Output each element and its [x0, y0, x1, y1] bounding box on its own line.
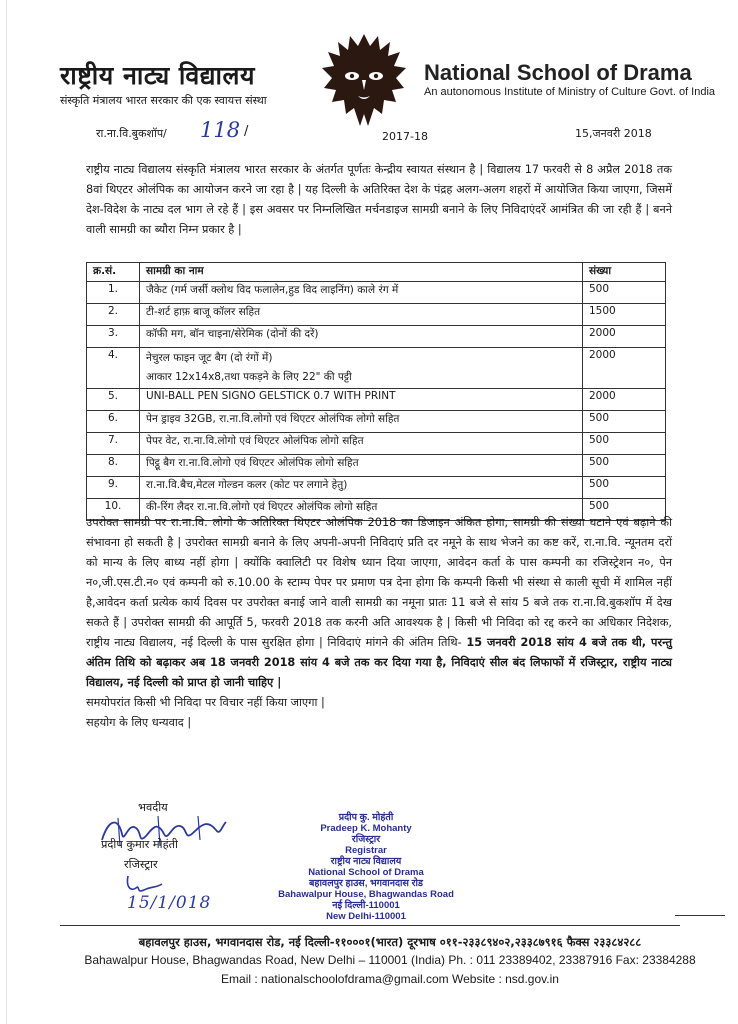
row-sn: 8. [87, 455, 140, 477]
row-item-name [140, 348, 583, 389]
nsd-mask-logo-icon [318, 30, 410, 130]
terms-text: उपरोक्त सामग्री पर रा.ना.वि. लोगो के अतिरिक्त थिएटर ओलंपिक 2018 का डिजाइन अंकित होगा, सामग्री की संख्या घटाने एवं बढ़ाने की संभावना हो सकती है | उपरोक्त सामग्री बनाने के लिए अपनी-अपनी निविदाएं प्रति दर नमूने के साथ भेजने का कष्ट करें, रा.ना.वि. न्यूनतम दरों को मान्य के लिए बाध्य नहीं होगा | क्योंकि क्वालिटी पर विशेष ध्यान दिया जाएगा, आवेदन कर्ता के पास कम्पनी का रजिस्ट्रेशन न०, पेन न०,जी.एस.टी.न० एवं कम्पनी को रु.10.00 के स्टाम्प पेपर पर प्रमाण पत्र देना होगा कि कम्पनी किसी भी संस्था से काली सूची में शामिल नहीं है,आवेदन कर्ता प्रत्येक कार्य दिवस पर उपरोक्त बनाई जाने वाली सामग्री का नमूना प्रातः 11 बजे से सांय 5 बजे तक रा.ना.वि.बुकशॉप में देख सकते हैं | उपरोक्त सामग्री की आपूर्ति 5, फरवरी 2018 तक करनी अति आवश्यक है | किसी भी निविदा को रद्द करने का अधिकार निदेशक, राष्ट्रीय नाट्य विद्यालय, नई दिल्ली के पास सुरक्षित होगा | निविदाएं मांगने की अंतिम तिथि- [86, 516, 672, 649]
row-item-name: पेपर वेट, रा.ना.वि.लोगो एवं थिएटर ओलंपिक लोगो सहित [140, 433, 583, 455]
registrar-stamp [266, 812, 466, 922]
row-quantity: 2000 [583, 389, 666, 411]
stamp-line: New Delhi-110001 [326, 911, 406, 922]
row-quantity: 500 [583, 455, 666, 477]
english-institute-subtitle: An autonomous Institute of Ministry of Culture Govt. of India [424, 86, 716, 98]
handwritten-date: 15/1/018 [127, 893, 212, 913]
reference-year: 2017-18 [382, 130, 428, 143]
row-quantity: 500 [583, 477, 666, 499]
row-item-name: की-रिंग लैदर रा.ना.वि.लोगो एवं थिएटर ओलंपिक लोगो सहित [140, 499, 583, 521]
header-quantity: संख्या [583, 263, 666, 282]
row-item-name-line2: आकार 12x14x8,तथा पकड़ने के लिए 22" की पट्टी [146, 371, 352, 383]
items-table [86, 262, 666, 521]
reference-date: 15,जनवरी 2018 [575, 127, 652, 140]
row-quantity: 500 [583, 411, 666, 433]
footer-contact: Email : nationalschoolofdrama@gmail.com Website : nsd.gov.in [221, 972, 559, 986]
row-item-name-line1: नेचुरल फाइन जूट बैग (दो रंगों में) [146, 352, 273, 364]
page-edge [6, 0, 7, 1024]
stamp-line: National School of Drama [308, 867, 424, 878]
terms-paragraph [86, 513, 672, 733]
table-row [87, 326, 666, 348]
row-item-name: कॉफी मग, बॉन चाइना/सेरेमिक (दोनों की दरें) [140, 326, 583, 348]
row-quantity: 500 [583, 499, 666, 521]
footer-divider-short [675, 915, 725, 916]
row-sn: 9. [87, 477, 140, 499]
row-item-name: पिट्ठू बैग रा.ना.वि.लोगो एवं थिएटर ओलंपिक लोगो सहित [140, 455, 583, 477]
row-sn: 7. [87, 433, 140, 455]
row-sn: 10. [87, 499, 140, 521]
stamp-line: रजिस्ट्रार [351, 834, 381, 845]
thanks-line: सहयोग के लिए धन्यवाद | [86, 716, 192, 729]
stamp-line: Pradeep K. Mohanty [320, 823, 412, 834]
row-item-name: UNI-BALL PEN SIGNO GELSTICK 0.7 WITH PRINT [140, 389, 583, 411]
table-row [87, 455, 666, 477]
footer-english-address: Bahawalpur House, Bhagwandas Road, New Delhi – 110001 (India) Ph. : 011 23389402, 23387916 Fax: 23384288 [84, 953, 696, 967]
table-row [87, 348, 666, 389]
reference-slash: / [244, 124, 249, 139]
stamp-line: Registrar [345, 845, 387, 856]
row-item-name: पेन ड्राइव 32GB, रा.ना.वि.लोगो एवं थिएटर ओलंपिक लोगो सहित [140, 411, 583, 433]
row-quantity: 500 [583, 433, 666, 455]
row-item-name: टी-शर्ट हाफ़ बाजू कॉलर सहित [140, 304, 583, 326]
stamp-line: नई दिल्ली-110001 [332, 900, 400, 911]
row-quantity: 500 [583, 282, 666, 304]
table-header-row [87, 263, 666, 282]
deadline-text: 15 जनवरी 2018 सांय 4 बजे तक थी, परन्तु अंतिम तिथि को बढ़ाकर अब 18 जनवरी 2018 सांय 4 बजे तक कर दिया गया है, निविदाएं सील बंद लिफाफों में रजिस्ट्रार, राष्ट्रीय नाट्य विद्यालय, नई दिल्ली को प्राप्त हो जानी चाहिए | [86, 636, 673, 689]
table-row [87, 433, 666, 455]
row-quantity: 1500 [583, 304, 666, 326]
table-row [87, 282, 666, 304]
table-row [87, 411, 666, 433]
stamp-line: Bahawalpur House, Bhagwandas Road [278, 889, 454, 900]
footer-divider [60, 925, 680, 926]
hindi-institute-subtitle: संस्कृति मंत्रालय भारत सरकार की एक स्वायत्त संस्था [60, 94, 267, 107]
row-item-name: जैकेट (गर्म जर्सी क्लोथ विद फलालेन,हुड विद लाइनिंग) काले रंग में [140, 282, 583, 304]
table-row [87, 477, 666, 499]
table-row [87, 389, 666, 411]
row-sn: 1. [87, 282, 140, 304]
row-sn: 6. [87, 411, 140, 433]
footer-hindi-address: बहावलपुर हाउस, भगवानदास रोड, नई दिल्ली-११०००१(भारत) दूरभाष ०११-२३३८९४०२,२३३८७९१६ फैक्स २३३८४२८८ [138, 935, 642, 949]
hindi-institute-title: राष्ट्रीय नाट्य विद्यालय [60, 61, 255, 90]
stamp-line: बहावलपुर हाउस, भगवानदास रोड [308, 878, 424, 889]
signature-name: प्रदीप कुमार मोहंती [101, 838, 178, 851]
row-sn: 3. [87, 326, 140, 348]
stamp-line: राष्ट्रीय नाट्य विद्यालय [330, 856, 402, 867]
english-institute-title: National School of Drama [424, 60, 692, 85]
header-item-name: सामग्री का नाम [140, 263, 583, 282]
stamp-line: प्रदीप कु. मोहंती [338, 812, 394, 823]
row-item-name: रा.ना.वि.बैच,मेटल गोल्डन कलर (कोट पर लगाने हेतु) [140, 477, 583, 499]
reference-prefix: रा.ना.वि.बुकशॉप/ [96, 127, 167, 140]
row-quantity: 2000 [583, 348, 666, 389]
table-row [87, 304, 666, 326]
intro-paragraph: राष्ट्रीय नाट्य विद्यालय संस्कृति मंत्रालय भारत सरकार के अंतर्गत पूर्णतः केन्द्रीय स्वायत संस्थान है | विद्यालय 17 फरवरी से 8 अप्रैल 2018 तक 8वां थिएटर ओलंपिक का आयोजन करने जा रहा है | यह दिल्ली के अतिरिक्त देश के पंद्रह अलग-अलग शहरों में आयोजित किया जाएगा, जिसमें देश-विदेश के नाट्य दल भाग ले रहे हैं | इस अवसर पर निम्नलिखित मर्चनडाइज सामग्री बनाने के लिए निविदाएंदरें आमंत्रित की जा रही हैं | बनने वाली सामग्री का ब्यौरा निम्न प्रकार है | [86, 163, 672, 236]
header-sn: क्र.सं. [87, 263, 140, 282]
row-sn: 5. [87, 389, 140, 411]
row-sn: 2. [87, 304, 140, 326]
reference-handwritten-number: 118 [200, 118, 241, 142]
row-sn: 4. [87, 348, 140, 389]
closing-line: समयोपरांत किसी भी निविदा पर विचार नहीं किया जाएगा | [86, 696, 325, 709]
signature-designation: रजिस्ट्रार [124, 858, 158, 871]
signature-bhavdiya: भवदीय [138, 801, 168, 814]
row-quantity: 2000 [583, 326, 666, 348]
